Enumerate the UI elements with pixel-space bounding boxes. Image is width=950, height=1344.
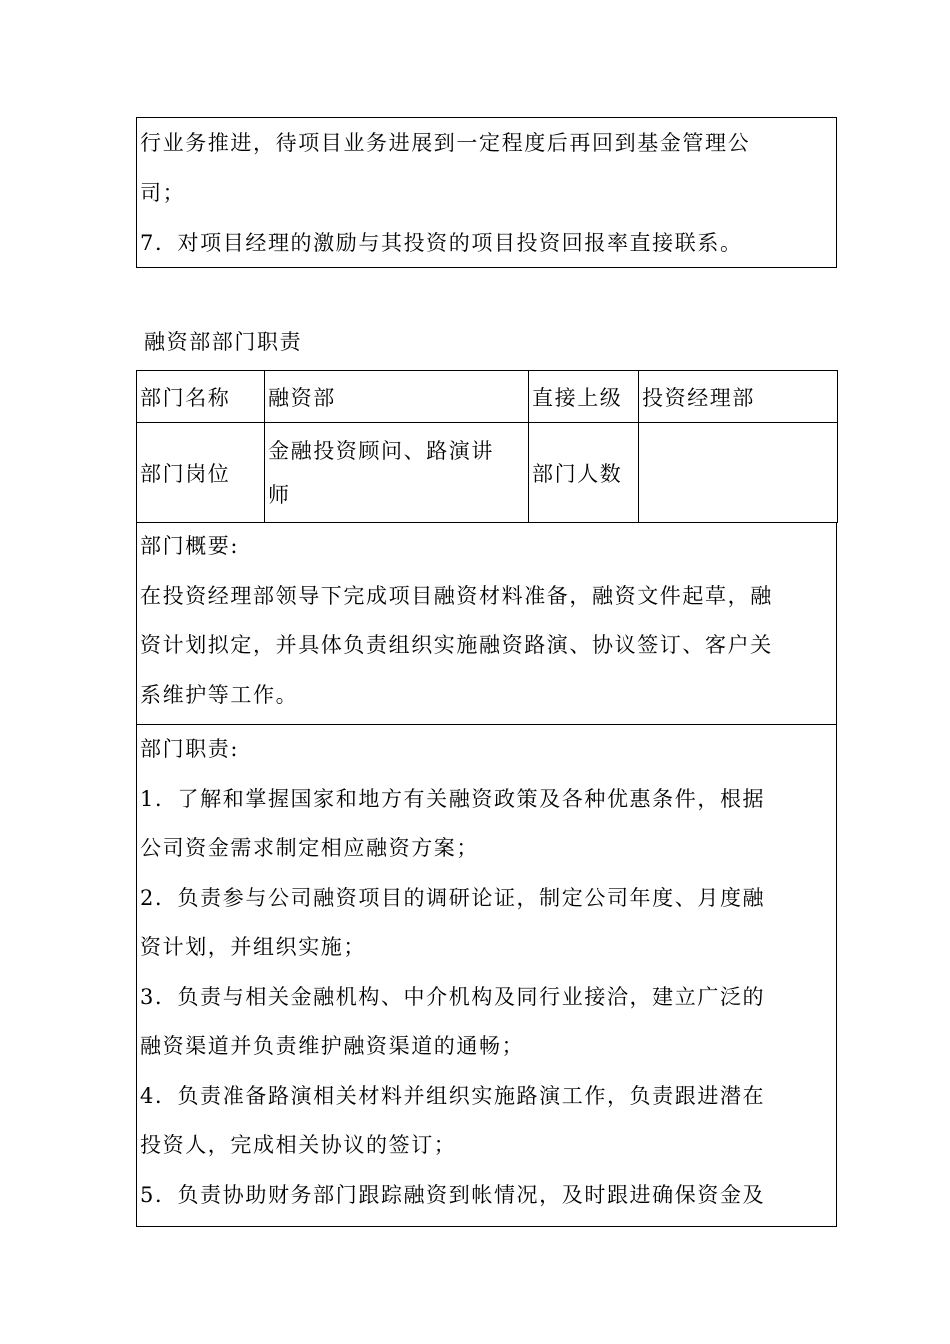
text-line: 投资人，完成相关协议的签订； [140,1133,457,1157]
text-line: 资计划，并组织实施； [140,935,366,959]
superior-label: 直接上级 [529,371,639,423]
overview-heading: 部门概要: [140,534,240,558]
positions-value-line: 师 [268,482,291,507]
text-line: 系维护等工作。 [140,682,299,707]
duties-heading: 部门职责: [140,737,240,761]
headcount-value [639,423,838,523]
text-line: 在投资经理部领导下完成项目融资材料准备，融资文件起草，融 [140,583,773,608]
positions-value-line: 金融投资顾问、路演讲 [268,438,494,463]
previous-section-box [136,117,837,268]
text-line: 司； [140,181,186,205]
text-line: 行业务推进，待项目业务进展到一定程度后再回到基金管理公 [140,131,751,155]
dept-name-label: 部门名称 [137,371,265,423]
headcount-label: 部门人数 [529,423,639,523]
dept-name-value: 融资部 [265,371,529,423]
text-line: 5．负责协助财务部门跟踪融资到帐情况，及时跟进确保资金及 [140,1182,766,1207]
positions-value [265,423,529,523]
text-line: 融资渠道并负责维护融资渠道的通畅； [140,1034,525,1058]
text-line: 4．负责准备路演相关材料并组织实施路演工作，负责跟进潜在 [140,1083,766,1108]
text-line: 3．负责与相关金融机构、中介机构及同行业接洽，建立广泛的 [140,984,766,1009]
text-line: 公司资金需求制定相应融资方案； [140,836,479,860]
text-line: 资计划拟定，并具体负责组织实施融资路演、协议签订、客户关 [140,633,773,657]
superior-value: 投资经理部 [639,371,838,423]
duties-section [136,725,837,1227]
text-line: 7．对项目经理的激励与其投资的项目投资回报率直接联系。 [140,231,743,255]
text-line: 2．负责参与公司融资项目的调研论证，制定公司年度、月度融 [140,885,766,910]
department-info-table [136,370,838,523]
positions-label: 部门岗位 [137,423,265,523]
section-title: 融资部部门职责 [144,330,303,354]
overview-section [136,522,837,725]
text-line: 1．了解和掌握国家和地方有关融资政策及各种优惠条件，根据 [140,786,766,811]
